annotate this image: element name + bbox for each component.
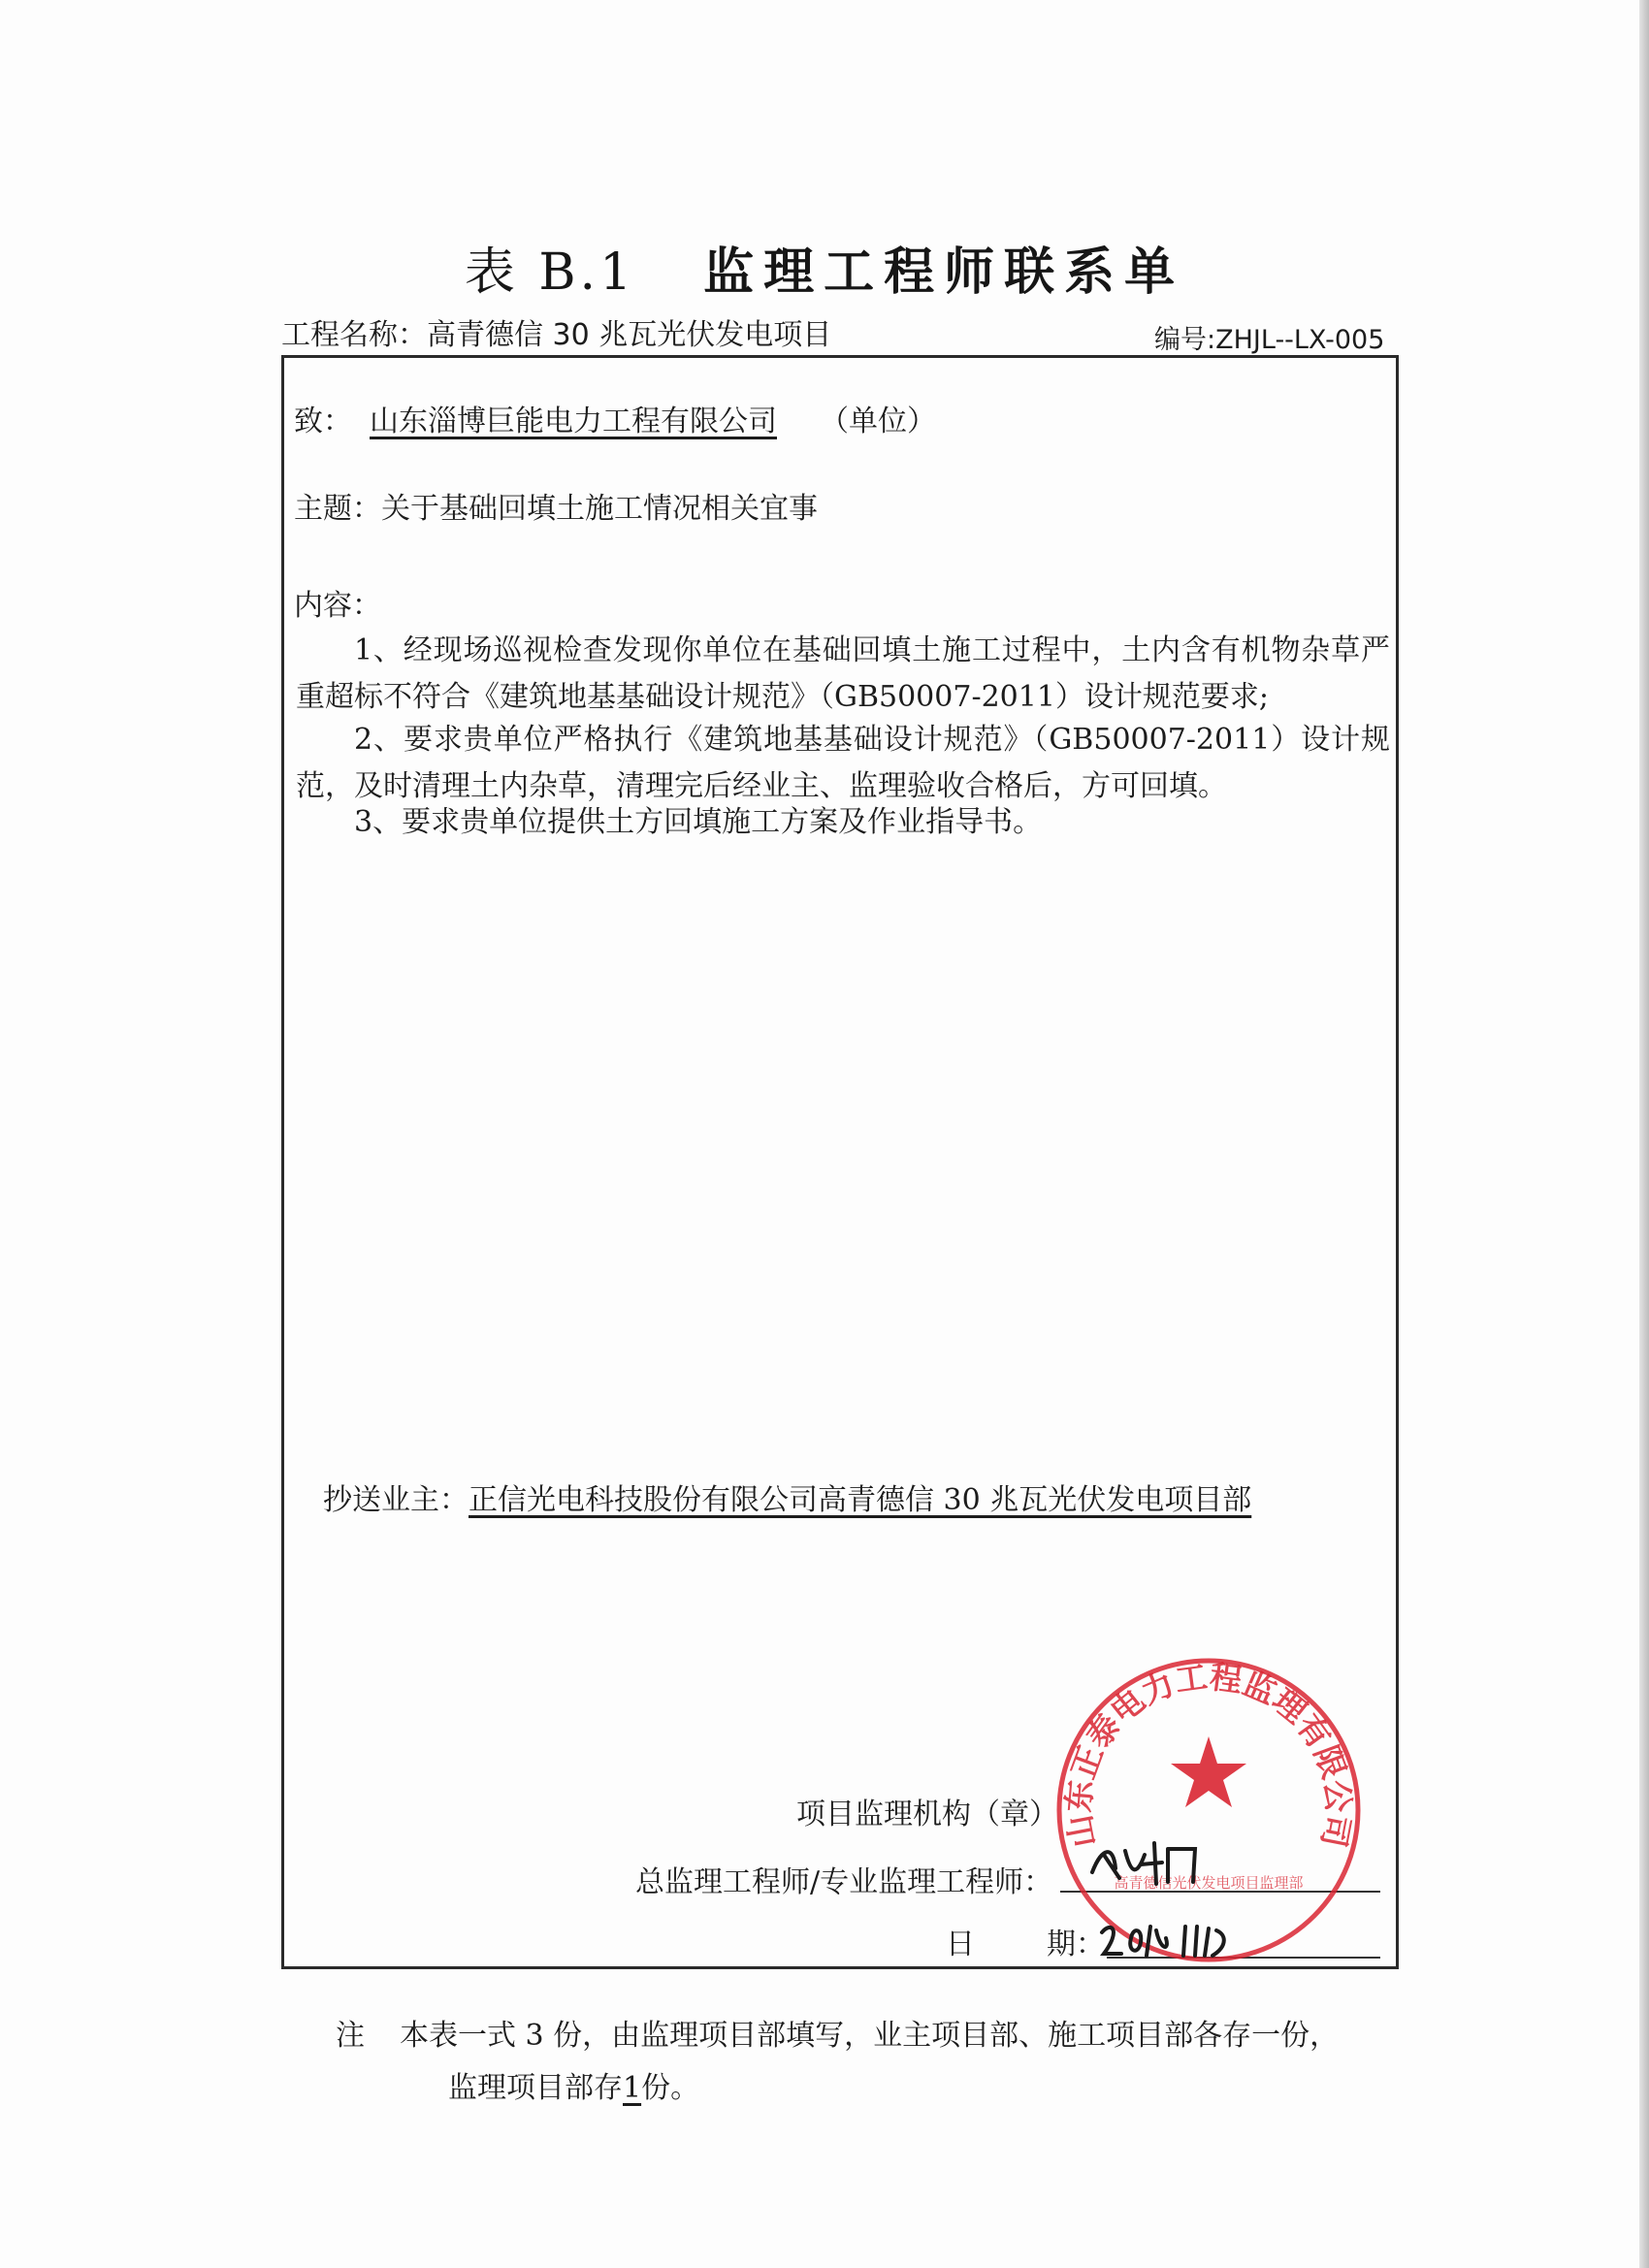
recipient-company: 山东淄博巨能电力工程有限公司 [370, 405, 777, 438]
note-text-2: 监理项目部存 [448, 2071, 623, 2105]
engineer-label: 总监理工程师/专业监理工程师： [635, 1865, 1053, 1899]
content-item: 1、经现场巡视检查发现你单位在基础回填土施工过程中，土内含有机物杂草严重超标不符合《建筑地基基础设计规范》（GB50007-2011）设计规范要求; [296, 633, 1390, 714]
form-title [0, 231, 1649, 304]
project-label: 工程名称： [281, 318, 427, 352]
scan-edge-shadow [1639, 0, 1649, 2268]
content-label: 内容： [294, 589, 381, 623]
document-number-row [1154, 318, 1384, 356]
subject-label: 主题： [294, 492, 381, 526]
to-label: 致： [294, 405, 352, 438]
form-code: 表 B.1 [464, 243, 636, 302]
date-label-2: 期： [1047, 1928, 1105, 1961]
footnote-line-2 [336, 2062, 1339, 2115]
document-number: ZHJL--LX-005 [1215, 325, 1385, 355]
handwritten-signature [1086, 1835, 1203, 1890]
content-item: 3、要求贵单位提供土方回填施工方案及作业指导书。 [354, 805, 1043, 839]
project-name: 高青德信 30 兆瓦光伏发电项目 [427, 318, 832, 352]
content-item: 2、要求贵单位严格执行《建筑地基基础设计规范》（GB50007-2011）设计规范，及时清理土内杂草，清理完后经业主、监理验收合格后，方可回填。 [296, 723, 1390, 803]
footnote [336, 2010, 1339, 2115]
note-text-1: 本表一式 3 份，由监理项目部填写，业主项目部、施工项目部各存一份， [400, 2019, 1340, 2053]
form-title-text: 监理工程师联系单 [703, 243, 1185, 302]
subject-row [294, 490, 818, 528]
footnote-line-1 [336, 2010, 1339, 2062]
cc-row [323, 1481, 1251, 1519]
project-name-row [281, 310, 831, 353]
supervision-org-label: 项目监理机构（章） [796, 1798, 1058, 1831]
subject-text: 关于基础回填土施工情况相关宜事 [381, 492, 818, 526]
seal-inner-text: 高青德信光伏发电项目监理部 [1114, 1874, 1304, 1892]
note-label: 注 [336, 2019, 365, 2053]
seal-ring-text: 山东正泰电力工程监理有限公司 [1059, 1657, 1358, 1851]
note-text-3: 份。 [641, 2071, 700, 2105]
recipient-row [294, 403, 936, 440]
copy-count: 1 [623, 2071, 642, 2105]
to-suffix: （单位） [820, 405, 936, 438]
number-label: 编号: [1154, 325, 1216, 355]
handwritten-date [1096, 1917, 1242, 1963]
date-label-1: 日 [946, 1928, 975, 1961]
cc-recipient: 正信光电科技股份有限公司高青德信 30 兆瓦光伏发电项目部 [469, 1483, 1252, 1517]
cc-label: 抄送业主： [323, 1483, 469, 1517]
